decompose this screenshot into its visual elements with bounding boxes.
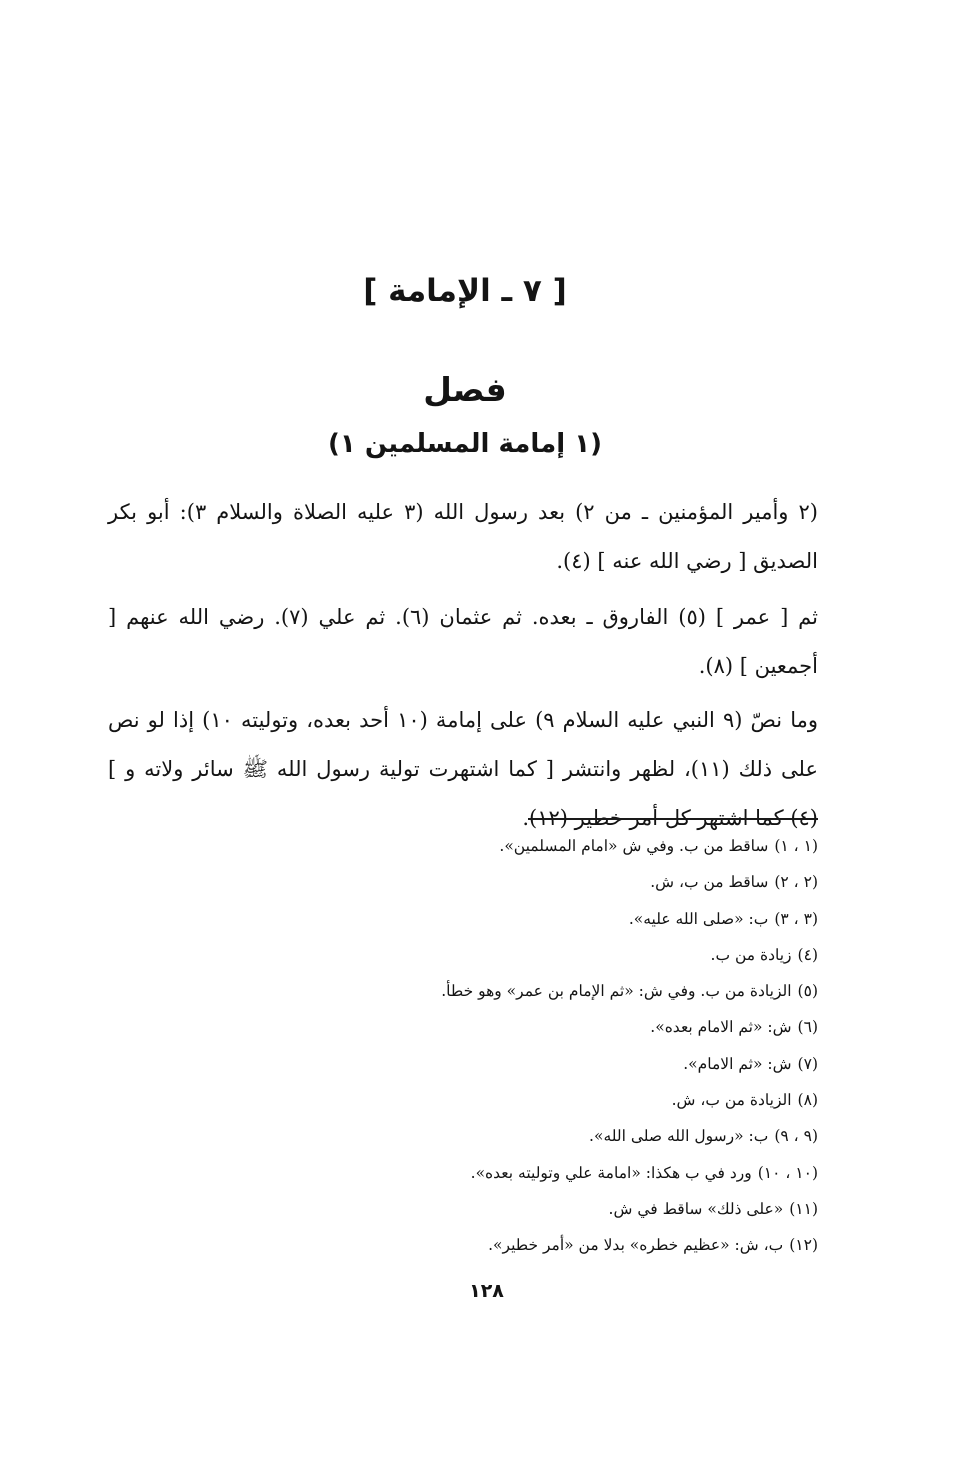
footnote-number: (٦): [797, 1018, 818, 1037]
page-number: ١٢٨: [469, 1280, 504, 1302]
footnote-number: (١٢): [789, 1236, 818, 1255]
footnote-text: ب، ش: «عظيم خطره» بدلا من «أمر خطير».: [488, 1236, 784, 1255]
footnote-text: ش: «ثم الامام».: [683, 1054, 792, 1073]
footnote-text: ورد في ب هكذا: «امامة علي وتوليته بعده».: [470, 1163, 752, 1182]
chapter-title: [ ٧ ـ الإمامة ]: [363, 272, 567, 309]
footnote: [118, 828, 818, 864]
footnote-text: ب: «رسول الله صلى الله».: [589, 1127, 769, 1146]
footnote: [118, 1046, 818, 1082]
footnote-text: ب: «صلى الله عليه».: [628, 909, 769, 928]
section-subtitle: (١ إمامة المسلمين ١): [328, 429, 602, 459]
footnote-number: (٧): [797, 1054, 818, 1073]
footnote-number: (١٠ ، ١٠): [757, 1163, 818, 1182]
footnote-number: (٥): [797, 982, 818, 1001]
footnote: [118, 1009, 818, 1045]
footnote-text: ساقط من ب، ش.: [650, 873, 769, 892]
footnote: [118, 901, 818, 937]
footnote: [118, 1191, 818, 1227]
footnote: [118, 1227, 818, 1263]
paragraph-2: ثم [ عمر ] (٥) الفاروق ـ بعده. ثم عثمان (٦). ثم علي (٧). رضي الله عنهم [ أجمعين ] (٨).: [108, 605, 818, 678]
footnote-number: (٤): [797, 945, 818, 964]
footnote-number: (٢ ، ٢): [774, 873, 818, 892]
footnote-number: (٩ ، ٩): [774, 1127, 818, 1146]
section-title: فصل: [423, 370, 507, 410]
footnote-text: «على ذلك» ساقط في ش.: [608, 1199, 784, 1218]
footnote-number: (٣ ، ٣): [774, 909, 818, 928]
footnote-text: الزيادة من ب، ش.: [671, 1091, 792, 1110]
paragraph-3: وما نصّ (٩ النبي عليه السلام ٩) على إمامة (١٠ أحد بعده، وتوليته ١٠) إذا لو نص على ذلك (١١)، لظهر وانتشر [ كما اشتهرت تولية رسول الله ﷺ سائر ولاته و ] (٤) كما اشتهر كل أمر خطير (١٢).: [108, 708, 818, 830]
footnote-text: ش: «ثم الامام بعده».: [650, 1018, 792, 1037]
footnote: [118, 1155, 818, 1191]
footnote-text: الزيادة من ب. وفي ش: «ثم الإمام بن عمر» وهو خطأ.: [441, 982, 792, 1001]
footnote: [118, 937, 818, 973]
footnote-number: (٨): [797, 1091, 818, 1110]
footnote-number: (١ ، ١): [774, 837, 818, 855]
footnote-separator: [528, 818, 818, 820]
footnote-text: ساقط من ب. وفي ش «امام المسلمين».: [499, 837, 769, 855]
footnote: [118, 864, 818, 900]
footnote: [118, 1118, 818, 1154]
footnote: [118, 973, 818, 1009]
paragraph-1: (٢ وأمير المؤمنين ـ من ٢) بعد رسول الله (٣ عليه الصلاة والسلام ٣): أبو بكر الصديق [ رضي الله عنه ] (٤).: [108, 500, 818, 573]
footnote-text: زيادة من ب.: [710, 945, 792, 964]
footnote: [118, 1082, 818, 1118]
footnote-number: (١١): [789, 1199, 818, 1218]
footnotes-list: [118, 828, 818, 1264]
